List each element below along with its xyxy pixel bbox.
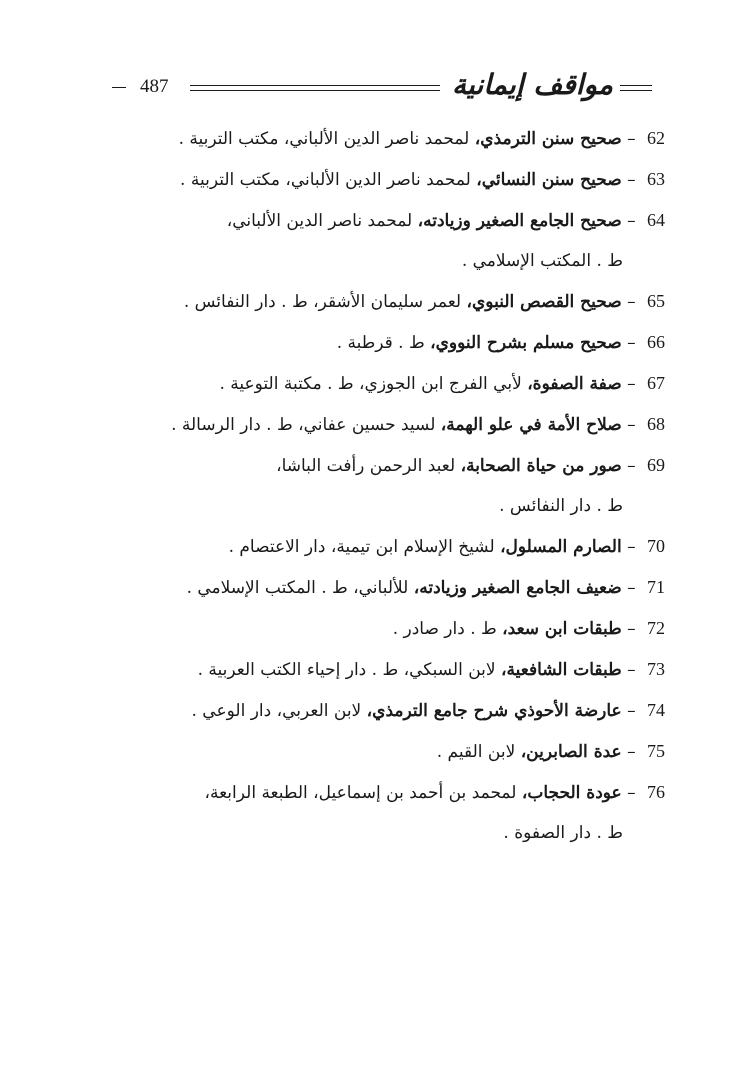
entry-details: لمحمد ناصر الدين الألباني، <box>226 211 413 231</box>
page-header <box>92 68 652 108</box>
page-number: 487 <box>140 76 169 97</box>
entry-number: 76 <box>647 782 665 802</box>
entry-details: لعمر سليمان الأشقر، ط . دار النفائس . <box>183 292 462 312</box>
entry-details: لمحمد ناصر الدين الألباني، مكتب التربية . <box>180 170 471 190</box>
header-dash <box>112 87 126 88</box>
bibliography-entry: 72 – طبقات ابن سعد، ط . دار صادر . <box>392 618 665 639</box>
entry-title: الصارم المسلول، <box>500 537 622 557</box>
entry-number: 71 <box>647 577 665 597</box>
header-rule <box>190 90 440 91</box>
bibliography-entry: 64 – صحيح الجامع الصغير وزيادته، لمحمد ناصر الدين الألباني، ط . المكتب الإسلامي . <box>95 200 665 281</box>
entry-number: 62 <box>647 128 665 148</box>
entry-title: طبقات الشافعية، <box>501 660 622 680</box>
entry-number: 67 <box>647 373 665 393</box>
bibliography-entry: 66 – صحيح مسلم بشرح النووي، ط . قرطبة . <box>336 332 665 353</box>
bibliography-entry: 75 – عدة الصابرين، لابن القيم . <box>436 741 665 762</box>
entry-details: للألباني، ط . المكتب الإسلامي . <box>186 578 409 598</box>
entry-details: لمحمد بن أحمد بن إسماعيل، الطبعة الرابعة، <box>204 783 517 803</box>
bibliography-entry: 76 – عودة الحجاب، لمحمد بن أحمد بن إسماعيل، الطبعة الرابعة، ط . دار الصفوة . <box>95 772 665 853</box>
bibliography-entry: 74 – عارضة الأحوذي شرح جامع الترمذي، لابن العربي، دار الوعي . <box>191 700 665 721</box>
entry-number: 63 <box>647 169 665 189</box>
bibliography-entry: 68 – صلاح الأمة في علو الهمة، لسيد حسين عفاني، ط . دار الرسالة . <box>171 414 665 435</box>
entry-title: صحيح سنن النسائي، <box>476 170 622 190</box>
entry-title: عارضة الأحوذي شرح جامع الترمذي، <box>366 701 622 721</box>
entry-details: لابن العربي، دار الوعي . <box>191 701 362 721</box>
entry-details: لسيد حسين عفاني، ط . دار الرسالة . <box>171 415 436 435</box>
running-title: مواقف إيمانية <box>452 68 613 101</box>
entry-title: طبقات ابن سعد، <box>502 619 622 639</box>
bibliography-entry: 67 – صفة الصفوة، لأبي الفرج ابن الجوزي، ط . مكتبة التوعية . <box>219 373 665 394</box>
entry-number: 75 <box>647 741 665 761</box>
entry-number: 73 <box>647 659 665 679</box>
entry-continuation: ط . دار الصفوة . <box>503 823 623 843</box>
entry-title: صفة الصفوة، <box>527 374 622 394</box>
entry-title: صحيح القصص النبوي، <box>466 292 622 312</box>
entry-title: عودة الحجاب، <box>521 783 622 803</box>
bibliography-entry: 65 – صحيح القصص النبوي، لعمر سليمان الأشقر، ط . دار النفائس . <box>183 291 665 312</box>
entry-title: صحيح سنن الترمذي، <box>474 129 622 149</box>
entry-title: صور من حياة الصحابة، <box>460 456 622 476</box>
entry-details: لمحمد ناصر الدين الألباني، مكتب التربية . <box>178 129 470 149</box>
entry-number: 69 <box>647 455 665 475</box>
entry-details: لابن السبكي، ط . دار إحياء الكتب العربية . <box>197 660 496 680</box>
bibliography-entry: 63 – صحيح سنن النسائي، لمحمد ناصر الدين الألباني، مكتب التربية . <box>180 169 665 190</box>
entry-continuation: ط . المكتب الإسلامي . <box>461 251 623 271</box>
bibliography-entry: 71 – ضعيف الجامع الصغير وزيادته، للألباني، ط . المكتب الإسلامي . <box>186 577 665 598</box>
bibliography-entry: 62 – صحيح سنن الترمذي، لمحمد ناصر الدين الألباني، مكتب التربية . <box>178 128 665 149</box>
entry-title: صحيح الجامع الصغير وزيادته، <box>417 211 622 231</box>
entry-number: 70 <box>647 536 665 556</box>
entry-details: لابن القيم . <box>436 742 516 762</box>
entry-title: عدة الصابرين، <box>520 742 622 762</box>
entry-details: لعبد الرحمن رأفت الباشا، <box>276 456 456 476</box>
bibliography-entry: 70 – الصارم المسلول، لشيخ الإسلام ابن تيمية، دار الاعتصام . <box>228 536 665 557</box>
bibliography-entry: 73 – طبقات الشافعية، لابن السبكي، ط . دار إحياء الكتب العربية . <box>197 659 665 680</box>
entry-number: 65 <box>647 291 665 311</box>
entry-details: لأبي الفرج ابن الجوزي، ط . مكتبة التوعية . <box>219 374 522 394</box>
entry-title: ضعيف الجامع الصغير وزيادته، <box>413 578 622 598</box>
entry-title: صحيح مسلم بشرح النووي، <box>430 333 622 353</box>
header-rule <box>620 90 652 91</box>
entry-details: ط . دار صادر . <box>392 619 497 639</box>
bibliography-list <box>95 118 665 853</box>
entry-details: لشيخ الإسلام ابن تيمية، دار الاعتصام . <box>228 537 495 557</box>
entry-number: 68 <box>647 414 665 434</box>
entry-number: 66 <box>647 332 665 352</box>
entry-continuation: ط . دار النفائس . <box>499 496 623 516</box>
entry-details: ط . قرطبة . <box>336 333 425 353</box>
header-rule <box>190 85 440 86</box>
entry-number: 74 <box>647 700 665 720</box>
entry-number: 64 <box>647 210 665 230</box>
bibliography-entry: 69 – صور من حياة الصحابة، لعبد الرحمن رأفت الباشا، ط . دار النفائس . <box>95 445 665 526</box>
entry-title: صلاح الأمة في علو الهمة، <box>440 415 622 435</box>
entry-number: 72 <box>647 618 665 638</box>
header-rule <box>620 85 652 86</box>
